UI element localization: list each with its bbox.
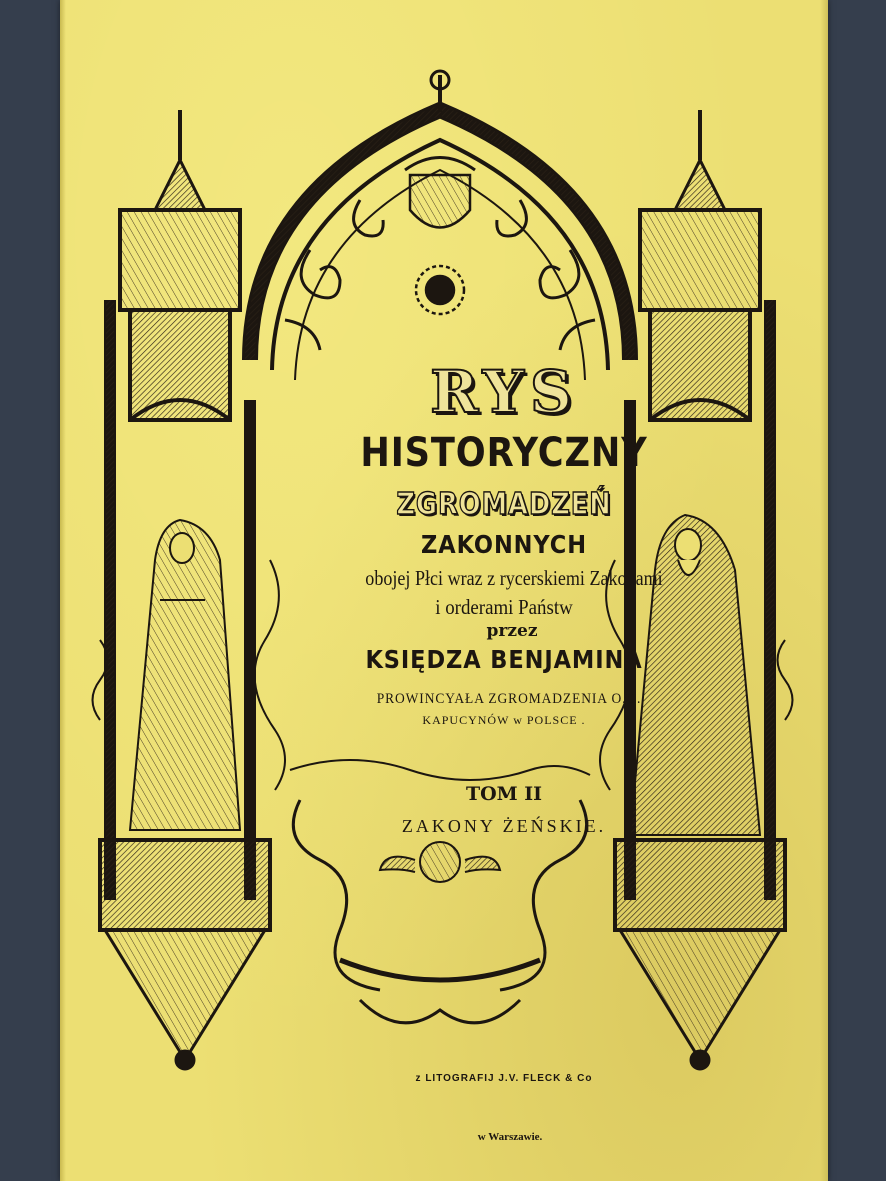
lithography-credit: z LITOGRAFIJ J.V. FLECK & Co bbox=[415, 1073, 593, 1084]
title-line-historyczny: HISTORYCZNY bbox=[360, 430, 648, 476]
publication-place: w Warszawie. bbox=[477, 1131, 543, 1143]
author-title-line-1: PROWINCYAŁA ZGROMADZENIA O.O. bbox=[376, 691, 642, 707]
coat-of-arms-crest bbox=[405, 158, 475, 315]
author-title-line-2: KAPUCYNÓW w POLSCE . bbox=[422, 713, 586, 727]
title-word: RYS bbox=[430, 358, 578, 426]
title-page bbox=[60, 0, 828, 1181]
title-line-zakonnych: ZAKONNYCH bbox=[421, 530, 587, 559]
cherub-head bbox=[380, 842, 500, 882]
subtitle-line-2: i orderami Państw bbox=[435, 595, 573, 619]
title-line-zgromadzen: ZGROMADZEŃ bbox=[396, 487, 612, 522]
subtitle-line-1: obojej Płci wraz z rycerskiemi Zakonami bbox=[365, 566, 663, 590]
byline-przez: przez bbox=[486, 621, 538, 641]
volume-subject: ZAKONY ŻEŃSKIE. bbox=[401, 816, 607, 836]
volume-number: TOM II bbox=[465, 783, 543, 805]
author-name: KSIĘDZA BENJAMINA bbox=[365, 645, 643, 674]
